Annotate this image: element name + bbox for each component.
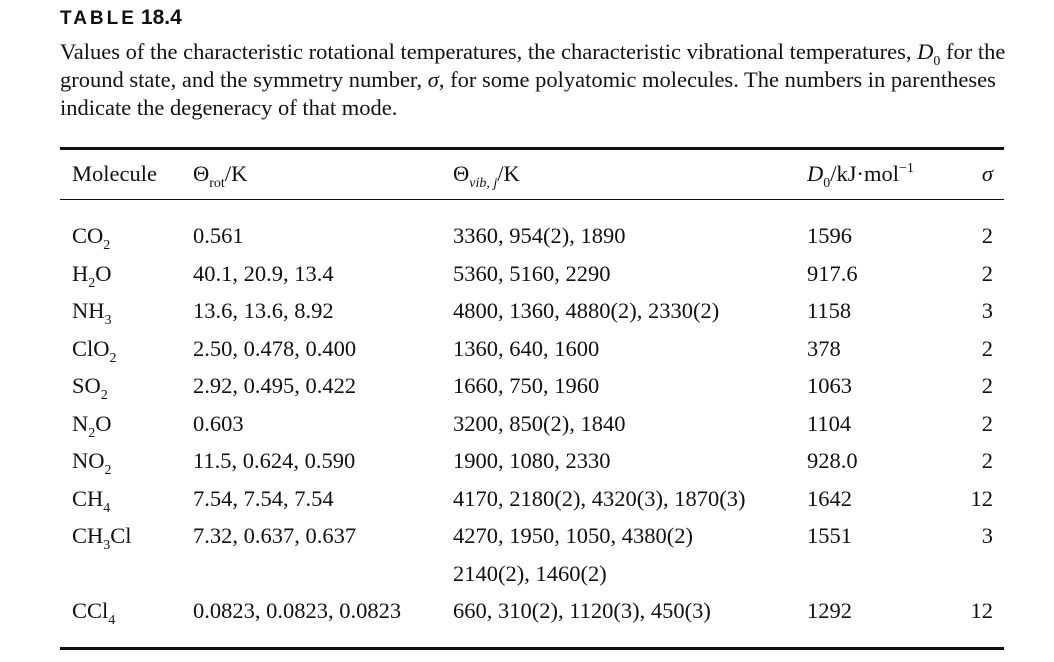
- molecule-cell: [72, 298, 112, 328]
- header-vib-sub: vib, j: [469, 176, 498, 191]
- molecule-formula-part: CH: [72, 485, 104, 511]
- d0-cell: 378: [807, 335, 841, 361]
- vib-temp-cell: 1660, 750, 1960: [453, 373, 600, 398]
- molecule-formula-part: NO: [72, 448, 105, 473]
- vib-temp-cell: 660, 310(2), 1120(3), 450(3): [453, 598, 711, 623]
- header-d0: [807, 161, 914, 191]
- d0-cell: 917.6: [807, 260, 858, 286]
- molecule-formula-part: O: [95, 260, 112, 286]
- rot-temp-cell: 13.6, 13.6, 8.92: [193, 298, 334, 323]
- header-vib-theta: Θ: [453, 161, 470, 186]
- d0-cell: 1104: [807, 410, 852, 436]
- vib-temp-cell-continued: 2140(2), 1460(2): [453, 560, 607, 586]
- molecule-cell: [72, 410, 112, 441]
- rot-temp-cell: 0.561: [193, 223, 244, 248]
- molecule-subscript: 2: [104, 463, 112, 478]
- rot-temp-cell: 2.92, 0.495, 0.422: [193, 373, 357, 398]
- sigma-cell: 2: [981, 260, 993, 286]
- header-d0-unit: /kJ·mol: [830, 161, 900, 186]
- molecule-cell: [72, 373, 108, 403]
- molecule-cell: [72, 448, 112, 478]
- vib-temp-cell: 4270, 1950, 1050, 4380(2): [453, 523, 693, 548]
- molecule-formula-part: CH: [72, 523, 104, 548]
- vib-temp-cell: 3200, 850(2), 1840: [453, 410, 626, 436]
- molecule-formula-part: O: [95, 410, 112, 436]
- molecule-formula-part: N: [72, 410, 89, 436]
- caption-sigma: σ: [427, 67, 439, 92]
- d0-cell: 1596: [807, 223, 852, 248]
- molecule-formula-part: CO: [72, 223, 104, 248]
- vib-temp-cell: 3360, 954(2), 1890: [453, 223, 626, 248]
- table-caption: [60, 38, 1020, 122]
- header-rot-temp: [193, 161, 248, 191]
- table-bottom-rule: [60, 647, 1004, 650]
- header-d0-sup: −1: [899, 161, 914, 176]
- d0-cell: 928.0: [807, 448, 858, 473]
- molecule-formula-part: H: [72, 260, 89, 286]
- molecule-subscript: 2: [103, 238, 111, 253]
- molecule-subscript: 2: [100, 388, 108, 403]
- d0-cell: 1551: [807, 523, 852, 548]
- header-vib-temp: [453, 161, 520, 191]
- rot-temp-cell: 40.1, 20.9, 13.4: [193, 260, 334, 286]
- header-rot-sub: rot: [209, 176, 225, 191]
- molecule-cell: [72, 598, 116, 628]
- vib-temp-cell: 4800, 1360, 4880(2), 2330(2): [453, 298, 720, 323]
- header-d0-d: D: [807, 161, 824, 186]
- molecule-subscript: 4: [108, 613, 116, 628]
- rot-temp-cell: 7.32, 0.637, 0.637: [193, 523, 357, 548]
- sigma-cell: 2: [981, 223, 993, 248]
- sigma-cell: 2: [981, 410, 993, 436]
- rot-temp-cell: 11.5, 0.624, 0.590: [193, 448, 356, 473]
- table-label: [60, 6, 182, 30]
- d0-cell: 1158: [807, 298, 852, 323]
- header-vib-unit: /K: [497, 161, 520, 186]
- rot-temp-cell: 0.0823, 0.0823, 0.0823: [193, 598, 402, 623]
- table-label-word: TABLE: [60, 8, 137, 29]
- d0-cell: 1642: [807, 485, 852, 511]
- vib-temp-cell: 1360, 640, 1600: [453, 335, 600, 361]
- table-top-rule: [60, 147, 1004, 150]
- molecule-subscript: 2: [88, 425, 96, 441]
- header-sigma: σ: [981, 161, 993, 186]
- rot-temp-cell: 7.54, 7.54, 7.54: [193, 485, 334, 511]
- molecule-cell: [72, 485, 111, 516]
- sigma-cell: 2: [981, 373, 993, 398]
- molecule-formula-part: ClO: [72, 335, 110, 361]
- molecule-cell: [72, 335, 117, 366]
- vib-temp-cell: 1900, 1080, 2330: [453, 448, 611, 473]
- caption-suffix: , for some polyatomic molecules. The numbers in parentheses indicate the degeneracy of that mode.: [60, 67, 996, 120]
- molecule-formula-part: CCl: [72, 598, 109, 623]
- header-rot-theta: Θ: [193, 161, 210, 186]
- d0-cell: 1292: [807, 598, 852, 623]
- rot-temp-cell: 0.603: [193, 410, 244, 436]
- molecule-subscript: 4: [103, 500, 111, 516]
- caption-prefix: Values of the characteristic rotational temperatures, the characteristic vibrational temperatures,: [60, 39, 912, 64]
- caption-d: D: [917, 39, 934, 64]
- rot-temp-cell: 2.50, 0.478, 0.400: [193, 335, 357, 361]
- sigma-cell: 3: [981, 523, 993, 548]
- caption-middle: for the ground state, and the symmetry number,: [60, 39, 1006, 92]
- molecule-subscript: 3: [104, 313, 112, 328]
- caption-d-sub: 0: [933, 54, 941, 69]
- d0-cell: 1063: [807, 373, 852, 398]
- header-rot-unit: /K: [224, 161, 248, 186]
- vib-temp-cell: 5360, 5160, 2290: [453, 260, 611, 286]
- molecule-formula-part: Cl: [110, 523, 132, 548]
- sigma-cell: 3: [981, 298, 993, 323]
- sigma-cell: 12: [970, 598, 993, 623]
- table-header-rule: [60, 199, 1004, 200]
- sigma-cell: 2: [981, 448, 993, 473]
- molecule-subscript: 2: [109, 350, 117, 366]
- molecule-formula-part: SO: [72, 373, 101, 398]
- vib-temp-cell: 4170, 2180(2), 4320(3), 1870(3): [453, 485, 746, 511]
- header-molecule: Molecule: [72, 161, 157, 186]
- molecule-cell: [72, 223, 111, 253]
- molecule-subscript: 2: [88, 275, 96, 291]
- sigma-cell: 2: [981, 335, 993, 361]
- molecule-cell: [72, 260, 112, 291]
- header-d0-sub: 0: [823, 176, 831, 191]
- molecule-cell: [72, 523, 132, 553]
- molecule-formula-part: NH: [72, 298, 105, 323]
- table-label-number: 18.4: [140, 6, 182, 29]
- sigma-cell: 12: [970, 485, 993, 511]
- molecule-subscript: 3: [103, 538, 111, 553]
